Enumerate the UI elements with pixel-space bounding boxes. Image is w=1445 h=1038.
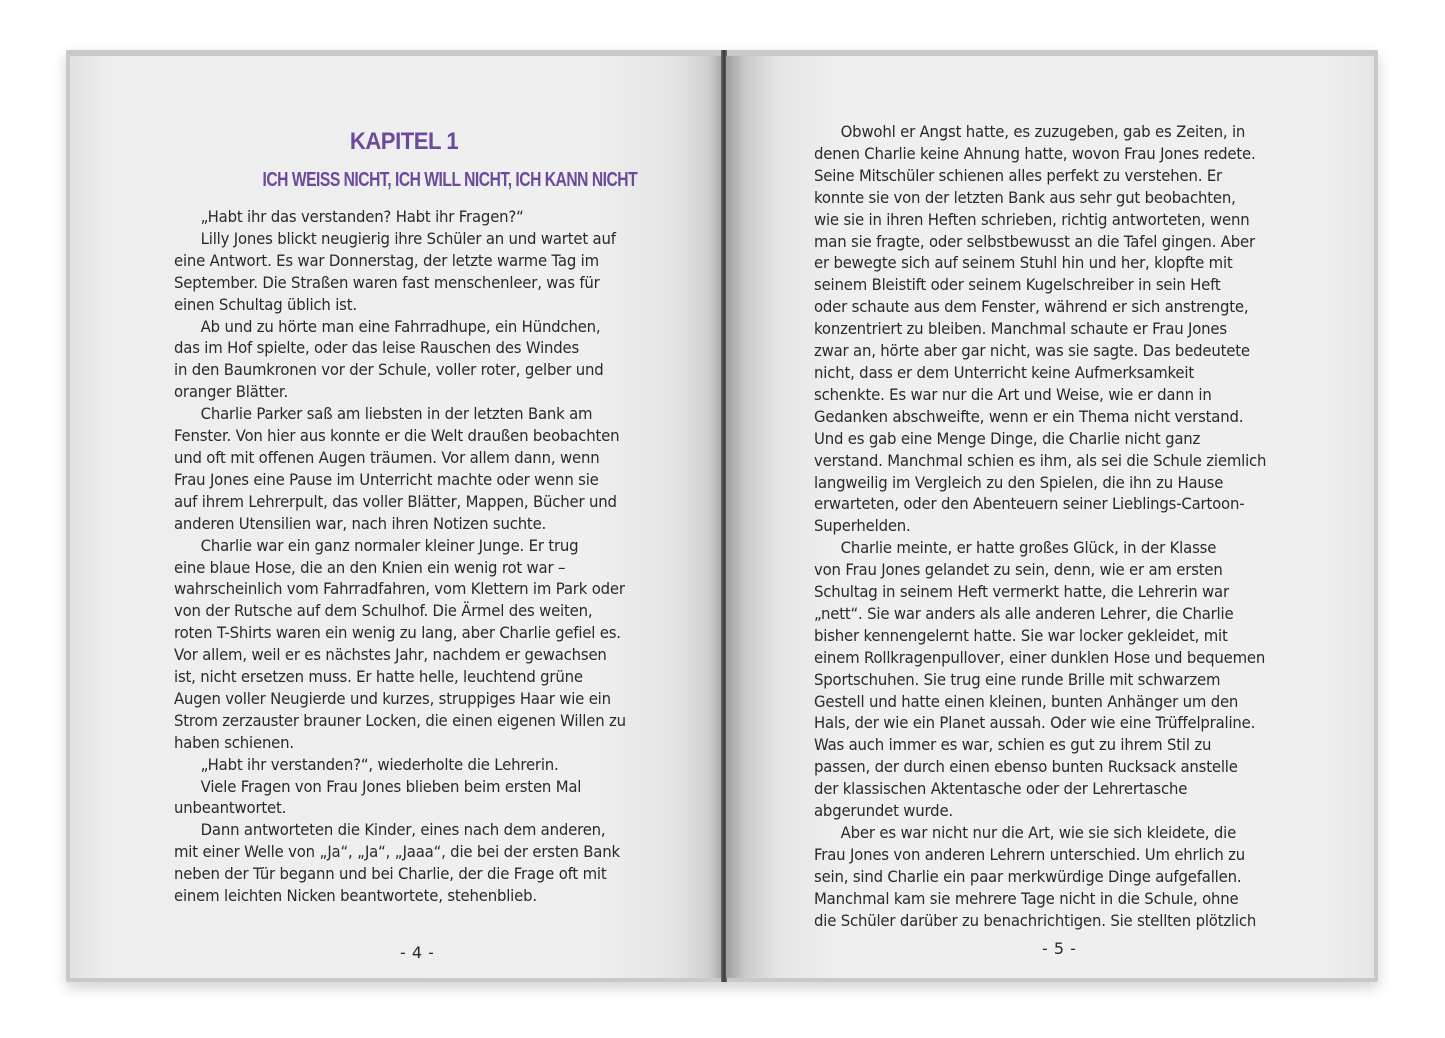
- right-page-text: [814, 121, 1334, 932]
- text-line: das im Hof spielte, oder das leise Rauschen des Windes: [174, 338, 580, 358]
- text-line: Viele Fragen von Frau Jones blieben beim ersten Mal: [200, 776, 582, 796]
- text-line: Ab und zu hörte man eine Fahrradhupe, ein Hündchen,: [200, 316, 601, 336]
- text-line: konzentriert zu bleiben. Manchmal schaute er Frau Jones: [814, 319, 1227, 339]
- text-line: Und es gab eine Menge Dinge, die Charlie nicht ganz: [814, 428, 1201, 448]
- text-line: Schultag in seinem Heft vermerkt hatte, die Lehrerin war: [814, 582, 1229, 602]
- text-line: Aber es war nicht nur die Art, wie sie sich kleidete, die: [840, 823, 1237, 842]
- text-line: einem leichten Nicken beantwortete, stehenblieb.: [174, 886, 537, 906]
- text-line: eine blaue Hose, die an den Knien ein wenig rot war –: [174, 557, 566, 577]
- text-line: Frau Jones eine Pause im Unterricht machte oder wenn sie: [174, 469, 599, 489]
- text-line: Charlie war ein ganz normaler kleiner Junge. Er trug: [200, 535, 579, 555]
- text-line: Obwohl er Angst hatte, es zuzugeben, gab es Zeiten, in: [840, 122, 1246, 141]
- chapter-subtitle: ICH WEISS NICHT, ICH WILL NICHT, ICH KANN NICHT: [262, 169, 638, 191]
- text-line: unbeantwortet.: [174, 798, 287, 818]
- text-line: bisher kennengelernt hatte. Sie war locker gekleidet, mit: [814, 625, 1228, 645]
- text-line: von der Rutsche auf dem Schulhof. Die Ärmel des weiten,: [174, 601, 593, 621]
- text-line: Frau Jones von anderen Lehrern unterschied. Um ehrlich zu: [814, 844, 1246, 864]
- text-line: in den Baumkronen vor der Schule, voller roter, gelber und: [174, 360, 604, 380]
- text-line: passen, der durch einen ebenso bunten Rucksack anstelle: [814, 757, 1238, 777]
- text-line: Charlie Parker saß am liebsten in der letzten Bank am: [200, 404, 593, 424]
- text-line: Hals, der wie ein Planet aussah. Oder wie eine Trüffelpraline.: [814, 713, 1256, 733]
- text-line: Superhelden.: [814, 516, 911, 536]
- text-line: sein, sind Charlie ein paar merkwürdige Dinge aufgefallen.: [814, 866, 1242, 886]
- text-line: haben schienen.: [174, 732, 294, 752]
- text-line: neben der Tür begann und bei Charlie, der die Frage oft mit: [174, 864, 607, 884]
- text-line: und oft mit offenen Augen träumen. Vor allem dann, wenn: [174, 447, 600, 467]
- text-line: die Schüler darüber zu benachrichtigen. Sie stellten plötzlich: [814, 910, 1257, 930]
- text-line: Gedanken abschweifte, wenn er ein Thema nicht verstand.: [814, 406, 1244, 426]
- text-line: Manchmal kam sie mehrere Tage nicht in die Schule, ohne: [814, 888, 1239, 908]
- text-line: denen Charlie keine Ahnung hatte, wovon Frau Jones redete.: [814, 143, 1256, 163]
- text-line: mit einer Welle von „Ja“, „Ja“, „Jaaa“, die bei der ersten Bank: [174, 842, 620, 862]
- chapter-title: KAPITEL 1: [349, 128, 459, 155]
- text-line: Sportschuhen. Sie trug eine runde Brille mit schwarzem: [814, 669, 1221, 689]
- left-page-text: [174, 206, 694, 907]
- text-line: Lilly Jones blickt neugierig ihre Schüler an und wartet auf: [200, 228, 616, 248]
- text-line: verstand. Manchmal schien es ihm, als sei die Schule ziemlich: [814, 450, 1267, 470]
- text-line: oder schaute aus dem Fenster, während er sich anstrengte,: [814, 297, 1249, 317]
- text-line: abgerundet wurde.: [814, 801, 953, 821]
- text-line: „Habt ihr verstanden?“, wiederholte die Lehrerin.: [200, 754, 559, 774]
- text-line: „Habt ihr das verstanden? Habt ihr Fragen?“: [200, 207, 524, 226]
- text-line: einem Rollkragenpullover, einer dunklen Hose und bequemen: [814, 647, 1266, 667]
- text-line: langweilig im Vergleich zu den Spielen, die ihn zu Hause: [814, 472, 1224, 492]
- text-line: von Frau Jones gelandet zu sein, denn, wie er am ersten: [814, 560, 1223, 580]
- page-number-right: - 5 -: [1042, 939, 1077, 958]
- text-line: Fenster. Von hier aus konnte er die Welt draußen beobachten: [174, 426, 620, 446]
- text-line: wie sie in ihren Heften schrieben, richtig antworteten, wenn: [814, 209, 1250, 229]
- text-line: konnte sie von der letzten Bank aus sehr gut beobachten,: [814, 187, 1236, 207]
- text-line: nicht, dass er dem Unterricht keine Aufmerksamkeit: [814, 362, 1194, 382]
- text-line: Strom zerzauster brauner Locken, die einen eigenen Willen zu: [174, 710, 626, 730]
- text-line: anderen Utensilien war, nach ihren Notizen suchte.: [174, 513, 547, 533]
- text-line: wahrscheinlich vom Fahrradfahren, vom Klettern im Park oder: [174, 579, 625, 599]
- text-line: einen Schultag üblich ist.: [174, 294, 357, 314]
- text-line: oranger Blätter.: [174, 382, 289, 402]
- right-page: [726, 56, 1374, 978]
- left-page: [70, 56, 722, 978]
- text-line: man sie fragte, oder selbstbewusst an die Tafel gingen. Aber: [814, 231, 1255, 251]
- text-line: September. Die Straßen waren fast menschenleer, was für: [174, 272, 600, 292]
- text-line: Was auch immer es war, schien es gut zu ihrem Stil zu: [814, 735, 1212, 755]
- text-line: Vor allem, weil er es nächstes Jahr, nachdem er gewachsen: [174, 645, 607, 665]
- text-line: roten T-Shirts waren ein wenig zu lang, aber Charlie gefiel es.: [174, 623, 621, 643]
- text-line: seinem Bleistift oder seinem Kugelschreiber in sein Heft: [814, 275, 1221, 295]
- text-line: Augen voller Neugierde und kurzes, struppiges Haar wie ein: [174, 688, 611, 708]
- text-line: schenkte. Es war nur die Art und Weise, wie er dann in: [814, 384, 1212, 404]
- text-line: der klassischen Aktentasche oder der Lehrertasche: [814, 779, 1188, 799]
- text-line: ist, nicht ersetzen muss. Er hatte helle, leuchtend grüne: [174, 667, 583, 687]
- text-line: zwar an, hörte aber gar nicht, was sie sagte. Das bedeutete: [814, 341, 1250, 361]
- text-line: Charlie meinte, er hatte großes Glück, in der Klasse: [840, 538, 1217, 558]
- text-line: erwarteten, oder den Abenteuern seiner Lieblings-Cartoon-: [814, 494, 1245, 514]
- text-line: auf ihrem Lehrerpult, das voller Blätter, Mappen, Bücher und: [174, 491, 617, 511]
- page-number-left: - 4 -: [400, 943, 435, 962]
- text-line: er bewegte sich auf seinem Stuhl hin und her, klopfte mit: [814, 253, 1233, 273]
- open-book: [66, 50, 1378, 982]
- text-line: „nett“. Sie war anders als alle anderen Lehrer, die Charlie: [814, 603, 1234, 623]
- text-line: Seine Mitschüler schienen alles perfekt zu verstehen. Er: [814, 165, 1222, 185]
- text-line: Gestell und hatte einen kleinen, bunten Anhänger um den: [814, 691, 1239, 711]
- text-line: Dann antworteten die Kinder, eines nach dem anderen,: [200, 820, 606, 840]
- text-line: eine Antwort. Es war Donnerstag, der letzte warme Tag im: [174, 250, 599, 270]
